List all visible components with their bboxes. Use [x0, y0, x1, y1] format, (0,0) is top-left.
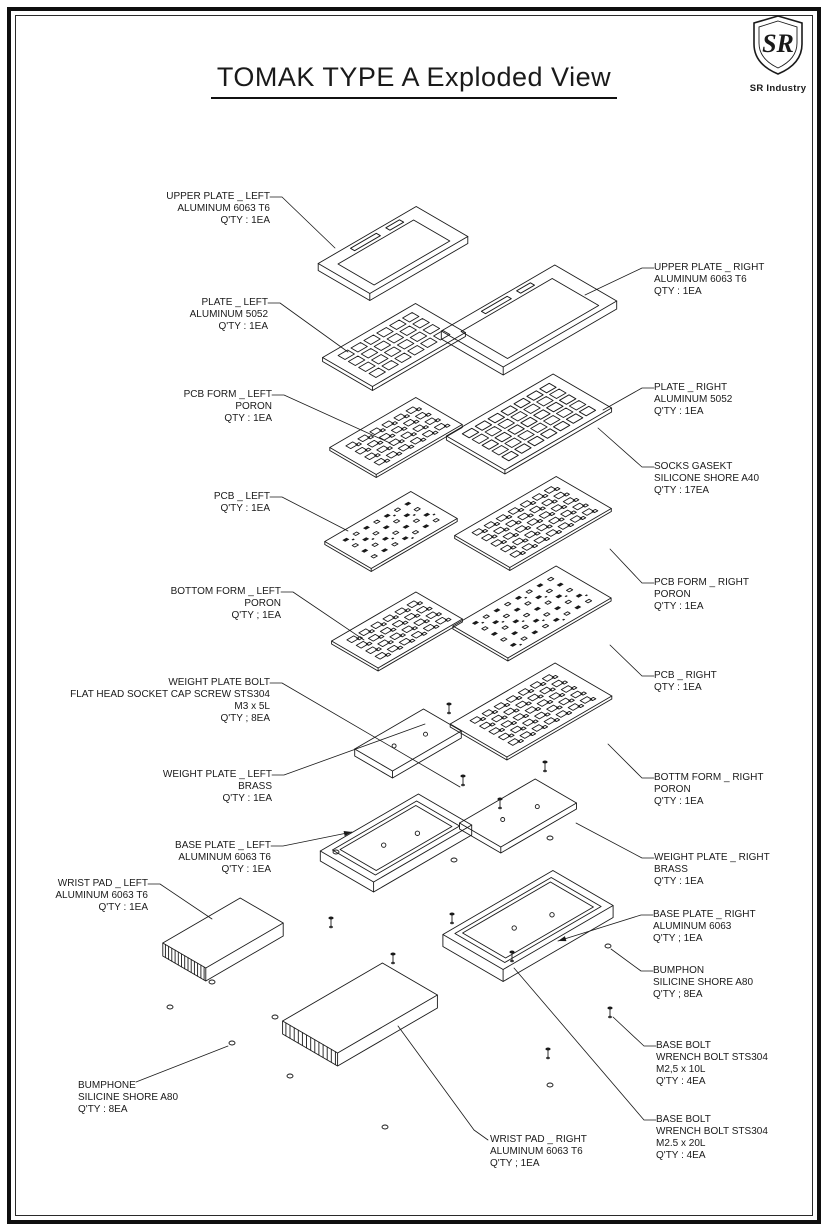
- fasteners: [167, 703, 613, 1130]
- label-line: UPPER PLATE _ RIGHT: [654, 262, 765, 273]
- label-line: Q'TY : 1EA: [221, 864, 271, 875]
- part-upper-plate-left: [318, 207, 468, 301]
- label-line: PLATE _ RIGHT: [654, 382, 728, 393]
- part-label-wrist-pad-right: [490, 1134, 587, 1170]
- label-line: M2,5 x 10L: [656, 1064, 706, 1075]
- part-pcb-left: [325, 492, 457, 572]
- label-line: ALUMINUM 6063 T6: [490, 1146, 583, 1157]
- bumpon-dot: [209, 980, 215, 984]
- part-label-pcb-left: [214, 491, 270, 515]
- label-line: ALUMINUM 6063 T6: [55, 890, 148, 901]
- bumpon-dot: [605, 944, 611, 948]
- label-line: PCB _ LEFT: [213, 491, 270, 502]
- label-line: PORON: [654, 784, 691, 795]
- bumpon-dot: [229, 1041, 235, 1045]
- label-line: Q'TY ; 8EA: [220, 713, 270, 724]
- label-line: BASE PLATE _ RIGHT: [653, 909, 756, 920]
- label-line: PLATE _ LEFT: [201, 297, 268, 308]
- part-label-weight-plate-bolt: [70, 677, 270, 725]
- part-label-weight-plate-left: [163, 769, 272, 805]
- part-label-plate-left: [190, 297, 268, 333]
- label-line: WRIST PAD _ RIGHT: [490, 1134, 587, 1145]
- label-line: SILICINE SHORE A80: [78, 1092, 179, 1103]
- bumpon-dot: [382, 1125, 388, 1129]
- part-label-socks-gasket: [654, 461, 759, 497]
- part-label-pcb-right: [654, 670, 717, 694]
- label-line: BASE BOLT: [656, 1040, 711, 1051]
- leader-line: [270, 683, 460, 787]
- label-line: ALUMINUM 6063 T6: [654, 274, 747, 285]
- label-line: PORON: [654, 589, 691, 600]
- bumpon-dot: [287, 1074, 293, 1078]
- leader-line: [281, 592, 364, 640]
- part-label-base-bolt-20l: [656, 1114, 768, 1162]
- label-line: SILICONE SHORE A40: [654, 473, 760, 484]
- leader-line: [271, 832, 352, 846]
- label-line: Q'TY : 8EA: [78, 1104, 128, 1115]
- part-weight-plate-right: [460, 779, 577, 853]
- part-label-upper-plate-right: [654, 262, 764, 298]
- bumpon-dot: [167, 1005, 173, 1009]
- label-line: QTY : 1EA: [224, 413, 272, 424]
- leader-line: [398, 1026, 488, 1140]
- label-line: Q'TY : 1EA: [98, 902, 148, 913]
- label-line: WEIGHT PLATE BOLT: [168, 677, 270, 688]
- label-line: WRIST PAD _ LEFT: [57, 878, 148, 889]
- label-line: M2.5 x 20L: [656, 1138, 706, 1149]
- label-line: Q'TY : 4EA: [656, 1076, 706, 1087]
- label-line: WRENCH BOLT STS304: [656, 1052, 768, 1063]
- part-label-upper-plate-left: [166, 191, 270, 227]
- label-line: Q'TY : 1EA: [220, 215, 270, 226]
- label-line: UPPER PLATE _ LEFT: [166, 191, 270, 202]
- leader-line: [611, 949, 653, 971]
- part-label-pcb-form-left: [184, 389, 272, 425]
- brand-caption: SR Industry: [749, 83, 807, 94]
- leader-line: [610, 645, 654, 676]
- part-label-bumphone-left: [78, 1080, 178, 1116]
- label-line: BRASS: [238, 781, 272, 792]
- page-title: TOMAK TYPE A Exploded View: [0, 62, 828, 99]
- label-line: BUMPHONE: [78, 1080, 136, 1091]
- part-pcb-form-right: [455, 477, 612, 571]
- leader-line: [272, 724, 425, 775]
- leader-line: [610, 549, 654, 583]
- part-label-base-bolt-10l: [656, 1040, 768, 1088]
- leader-line: [576, 823, 654, 858]
- label-line: BOTTM FORM _ RIGHT: [654, 772, 764, 783]
- part-plate-left: [323, 304, 466, 391]
- label-line: Q'TY : 1EA: [654, 601, 704, 612]
- leader-line: [608, 744, 654, 778]
- label-line: ALUMINUM 6063 T6: [177, 203, 270, 214]
- label-line: PCB FORM _ RIGHT: [654, 577, 750, 588]
- part-base-plate-left: [320, 794, 471, 892]
- label-line: Q'TY ; 1EA: [231, 610, 281, 621]
- label-line: BUMPHON: [653, 965, 705, 976]
- label-line: QTY : 1EA: [654, 682, 702, 693]
- label-line: Q'TY : 1EA: [654, 876, 704, 887]
- part-pcb-form-left: [330, 398, 462, 478]
- part-label-pcb-form-right: [654, 577, 749, 613]
- bumpon-dot: [451, 858, 457, 862]
- label-line: Q'TY ; 8EA: [653, 989, 703, 1000]
- label-line: WEIGHT PLATE _ LEFT: [162, 769, 272, 780]
- part-wrist-pad-left: [163, 898, 283, 981]
- label-line: WEIGHT PLATE _ RIGHT: [654, 852, 770, 863]
- label-line: SOCKS GASEKT: [654, 461, 733, 472]
- svg-text:SR: SR: [762, 29, 794, 58]
- label-line: BOTTOM FORM _ LEFT: [170, 586, 281, 597]
- label-line: ALUMINUM 5052: [189, 309, 268, 320]
- label-line: M3 x 5L: [234, 701, 270, 712]
- label-line: Q'TY ; 1EA: [490, 1158, 540, 1169]
- part-upper-plate-right: [441, 265, 616, 375]
- label-line: FLAT HEAD SOCKET CAP SCREW STS304: [70, 689, 270, 700]
- label-line: BASE BOLT: [656, 1114, 711, 1125]
- leader-line: [270, 197, 335, 248]
- label-line: SILICINE SHORE A80: [653, 977, 754, 988]
- label-line: ALUMINUM 5052: [654, 394, 733, 405]
- leader-line: [514, 968, 656, 1120]
- part-label-wrist-pad-left: [55, 878, 148, 914]
- part-label-bumphon-right: [653, 965, 753, 1001]
- part-bottom-form-right: [450, 663, 612, 760]
- label-line: Q'TY ; 1EA: [653, 933, 703, 944]
- label-line: BRASS: [654, 864, 688, 875]
- label-line: Q'TY : 1EA: [222, 793, 272, 804]
- part-label-bottom-form-right: [654, 772, 763, 808]
- leader-lines: [136, 197, 656, 1140]
- label-line: ALUMINUM 6063 T6: [178, 852, 271, 863]
- part-label-plate-right: [654, 382, 732, 418]
- label-line: ALUMINUM 6063: [653, 921, 732, 932]
- label-line: BASE PLATE _ LEFT: [175, 840, 271, 851]
- leader-line: [585, 268, 654, 295]
- part-pcb-right: [453, 566, 611, 661]
- leader-line: [268, 303, 348, 352]
- bumpon-dot: [547, 836, 553, 840]
- label-line: Q'TY : 1EA: [654, 406, 704, 417]
- leader-line: [613, 1017, 656, 1046]
- part-plate-right: [446, 374, 611, 474]
- part-label-base-plate-right: [653, 909, 756, 945]
- part-label-bottom-form-left: [171, 586, 281, 622]
- label-line: Q'TY : 4EA: [656, 1150, 706, 1161]
- label-line: QTY : 1EA: [654, 286, 702, 297]
- label-line: Q'TY : 1EA: [654, 796, 704, 807]
- bumpon-dot: [547, 1083, 553, 1087]
- leader-line: [598, 428, 654, 467]
- label-line: PORON: [235, 401, 272, 412]
- leader-line: [148, 884, 212, 919]
- part-label-weight-plate-right: [654, 852, 770, 888]
- label-line: PCB _ RIGHT: [654, 670, 717, 681]
- leader-line: [270, 497, 348, 531]
- label-line: Q'TY : 1EA: [220, 503, 270, 514]
- part-label-base-plate-left: [175, 840, 271, 876]
- bumpon-dot: [272, 1015, 278, 1019]
- part-base-plate-right: [443, 871, 613, 982]
- label-line: Q'TY : 1EA: [218, 321, 268, 332]
- label-line: WRENCH BOLT STS304: [656, 1126, 768, 1137]
- label-line: Q'TY : 17EA: [654, 485, 710, 496]
- label-line: PORON: [244, 598, 281, 609]
- leader-line: [603, 388, 654, 410]
- part-wrist-pad-right: [283, 963, 438, 1066]
- label-line: PCB FORM _ LEFT: [183, 389, 272, 400]
- leader-line: [136, 1046, 228, 1082]
